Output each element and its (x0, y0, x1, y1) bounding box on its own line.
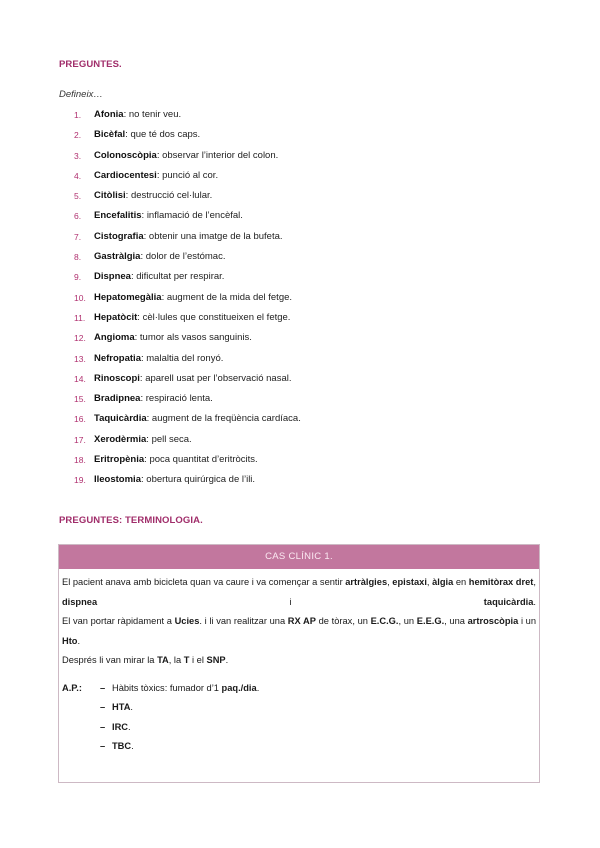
clinical-case-title: CAS CLÍNIC 1. (59, 545, 539, 569)
term-epistaxi: epistaxi (392, 577, 427, 587)
definition-term: Ileostomia (94, 474, 141, 486)
text: . (131, 741, 134, 751)
definition-text: no tenir veu. (128, 109, 182, 120)
term-hto: Hto (62, 635, 78, 646)
clinical-case-body (59, 569, 539, 757)
definition-item (74, 312, 301, 332)
case-paragraph-3 (62, 651, 536, 671)
antecedents-label: A.P.: (62, 682, 82, 693)
separator: : (140, 393, 146, 405)
term-snp: SNP (206, 655, 226, 665)
definition-text: que té dos caps. (130, 129, 201, 141)
definition-term: Nefropatia (94, 352, 141, 364)
definition-item (74, 393, 301, 413)
item-number: 7. (74, 231, 82, 242)
separator: : (123, 109, 129, 120)
item-number: 15. (74, 394, 86, 405)
separator: : (137, 311, 143, 323)
term-taquicardia: taquicàrdia (483, 596, 534, 607)
definition-item (74, 109, 301, 129)
item-number: 18. (74, 455, 86, 466)
text: i un (518, 616, 537, 626)
separator: : (156, 149, 163, 161)
definition-text: poca quantitat d’eritròcits. (149, 454, 258, 466)
item-number: 1. (74, 110, 82, 120)
item-number: 6. (74, 211, 82, 222)
definition-term: Citòlisi (94, 190, 126, 202)
text: , un (398, 616, 417, 626)
text: . (128, 721, 131, 732)
term-t: T (183, 655, 190, 665)
item-number: 8. (74, 252, 82, 263)
antecedent-term: TBC (112, 741, 132, 751)
antecedents-list (100, 679, 259, 757)
definition-term: Afonia (94, 109, 124, 120)
definition-text: obertura quirúrgica de l’ili. (146, 474, 256, 486)
separator: : (156, 169, 163, 181)
definition-text: cèl·lules que constitueixen el fetge. (142, 311, 291, 323)
text: , una (444, 616, 468, 626)
definition-item (74, 332, 301, 352)
definition-term: Cardiocentesi (94, 169, 157, 181)
text: i (97, 596, 484, 607)
text: de tòrax, un (315, 616, 371, 626)
antecedents-row (62, 679, 536, 757)
text: El pacient anava amb bicicleta quan va caure i va començar a sentir (62, 577, 346, 587)
antecedent-term: HTA (112, 702, 131, 712)
dash-bullet: – (100, 741, 106, 751)
text: . i li van realitzar una (199, 616, 288, 626)
item-number: 9. (74, 272, 82, 283)
case-paragraph-2 (62, 612, 536, 651)
text: El van portar ràpidament a (62, 616, 175, 626)
term-eeg: E.E.G. (416, 616, 445, 626)
definition-text: tumor als vasos sanguinis. (139, 332, 252, 344)
dash-bullet: – (100, 721, 106, 732)
definition-text: dificultat per respirar. (136, 271, 225, 283)
definition-term: Colonoscòpia (94, 149, 157, 161)
definition-term: Xerodèrmia (94, 433, 147, 445)
separator: : (125, 129, 131, 141)
text: Hàbits tòxics: fumador d’1 (112, 682, 222, 693)
item-number: 16. (74, 414, 86, 425)
text: . (77, 635, 81, 646)
item-number: 19. (74, 475, 86, 486)
text: . (130, 702, 134, 712)
definition-item (74, 231, 301, 251)
definition-text: respiració lenta. (145, 393, 213, 405)
separator: : (146, 413, 152, 425)
case-paragraph-1 (62, 573, 536, 612)
term-algia: àlgia (432, 577, 454, 587)
text: , (533, 577, 536, 587)
separator: : (140, 352, 147, 364)
definition-term: Rinoscopi (94, 372, 140, 384)
item-number: 13. (74, 353, 86, 364)
definition-term: Dispnea (94, 271, 131, 283)
section-heading-preguntes: PREGUNTES. (59, 59, 122, 70)
definition-term: Eritropènia (94, 454, 145, 466)
item-number: 5. (74, 191, 82, 202)
definition-text: punció al cor. (162, 169, 219, 181)
item-number: 10. (74, 292, 86, 303)
definition-text: pell seca. (151, 433, 192, 445)
definition-text: malaltia del ronyó. (146, 352, 224, 364)
definition-term: Gastràlgia (94, 251, 141, 263)
definition-term: Cistografia (94, 230, 144, 242)
definition-item (74, 129, 301, 149)
term-artroscopia: artroscòpia (467, 616, 519, 626)
separator: : (125, 190, 131, 202)
separator: : (139, 372, 146, 384)
definition-text: observar l’interior del colon. (162, 149, 279, 161)
term-dispnea: dispnea (62, 596, 98, 607)
separator: : (141, 474, 147, 486)
definition-term: Hepatòcit (94, 311, 138, 323)
antecedent-item (100, 737, 259, 757)
text: i el (189, 655, 207, 665)
definitions-list (74, 109, 301, 495)
term-hemitorax: hemitòrax dret (468, 577, 534, 587)
item-number: 11. (74, 312, 86, 323)
definition-item (74, 251, 301, 271)
definition-item (74, 434, 301, 454)
separator: : (134, 332, 140, 344)
text: , (387, 577, 393, 587)
text: , la (168, 655, 184, 665)
intro-defineix: Defineix… (59, 89, 103, 100)
definition-text: augment de la freqüència cardíaca. (151, 413, 301, 425)
definition-term: Bradipnea (94, 393, 141, 405)
item-number: 4. (74, 170, 82, 181)
separator: : (140, 251, 146, 263)
text: en (453, 577, 469, 587)
term-ta: TA (157, 655, 169, 665)
separator: : (143, 230, 149, 242)
term-ecg: E.C.G. (370, 616, 399, 626)
definition-item (74, 292, 301, 312)
definition-term: Bicèfal (94, 129, 126, 141)
text: , (426, 577, 433, 587)
section-heading-terminologia: PREGUNTES: TERMINOLOGIA. (59, 515, 203, 526)
definition-term: Angioma (94, 332, 135, 344)
antecedent-item (100, 698, 259, 718)
definition-item (74, 373, 301, 393)
separator: : (144, 454, 150, 466)
separator: : (161, 291, 167, 303)
term-artralgies: artràlgies (345, 577, 388, 587)
clinical-case-box (58, 544, 540, 783)
separator: : (146, 433, 152, 445)
definition-item (74, 170, 301, 190)
separator: : (141, 210, 147, 222)
separator: : (130, 271, 137, 283)
text: Després li van mirar la (62, 655, 158, 665)
definition-item (74, 271, 301, 291)
definition-term: Taquicàrdia (94, 413, 147, 425)
dash-bullet: – (100, 682, 106, 693)
term-paq-dia: paq./dia (221, 682, 257, 693)
definition-item (74, 413, 301, 433)
definition-text: inflamació de l’encèfal. (146, 210, 243, 222)
definition-term: Hepatomegàlia (94, 291, 162, 303)
definition-text: augment de la mida del fetge. (166, 291, 293, 303)
antecedent-term: IRC (112, 721, 129, 732)
definition-item (74, 474, 301, 494)
text: . (225, 655, 229, 665)
definition-term: Encefalitis (94, 210, 142, 222)
definition-item (74, 353, 301, 373)
item-number: 14. (74, 373, 86, 384)
definition-text: dolor de l’estómac. (145, 251, 226, 263)
dash-bullet: – (100, 702, 106, 712)
definition-item (74, 454, 301, 474)
item-number: 3. (74, 150, 82, 161)
antecedent-item (100, 718, 259, 738)
definition-text: destrucció cel·lular. (130, 190, 213, 202)
definition-item (74, 190, 301, 210)
definition-text: obtenir una imatge de la bufeta. (148, 230, 283, 242)
term-ucies: Ucies (174, 616, 200, 626)
item-number: 12. (74, 333, 86, 344)
text: . (533, 596, 536, 607)
item-number: 2. (74, 130, 82, 141)
text: . (256, 682, 260, 693)
antecedent-item (100, 679, 259, 699)
definition-text: aparell usat per l’observació nasal. (145, 372, 292, 384)
item-number: 17. (74, 434, 86, 445)
definition-item (74, 150, 301, 170)
definition-item (74, 210, 301, 230)
term-rx-ap: RX AP (287, 616, 316, 626)
